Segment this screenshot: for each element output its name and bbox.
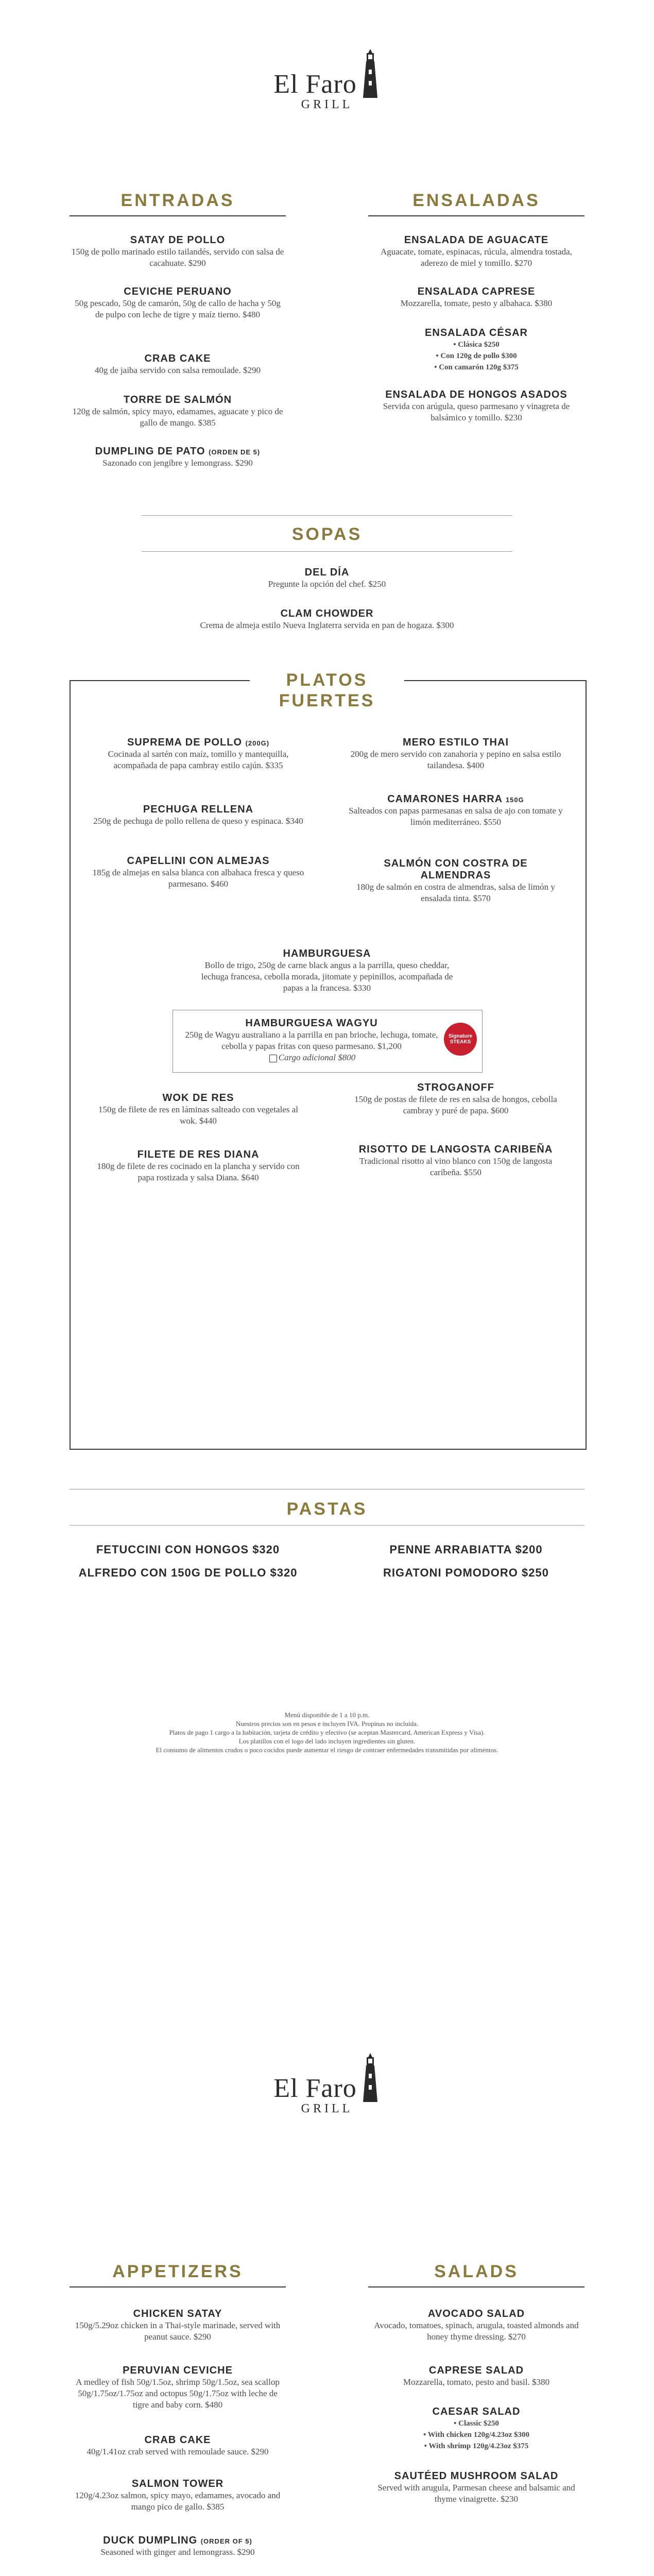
footer-line: Platos de pago 1 cargo a la habitación, tarjeta de crédito y efectivo (se aceptan Mastercard, American Express y Visa).	[169, 1728, 485, 1736]
english-menu	[0, 1958, 654, 2576]
menu-item	[70, 2434, 286, 2458]
item-desc: Crema de almeja estilo Nueva Inglaterra servida en pan de hogaza. $300	[200, 620, 454, 630]
item-name	[90, 737, 306, 749]
item-name: TORRE DE SALMÓN	[123, 394, 232, 405]
item-desc: 250g de Wagyu australiano a la parrilla en pan brioche, lechuga, tomate, cebolla y papas fritas con queso parmesano. $1,200	[185, 1030, 438, 1051]
menu-item	[70, 234, 286, 269]
item-name: ENSALADA DE HONGOS ASADOS	[385, 389, 567, 400]
item-desc: Served with arugula, Parmesan cheese and balsamic and thyme vinaigrette. $230	[377, 2483, 575, 2504]
item-name: DEL DÍA	[304, 567, 350, 578]
item-name: CHICKEN SATAY	[133, 2308, 222, 2319]
menu-item	[70, 2308, 286, 2343]
item-tag: (ORDER OF 5)	[200, 2537, 252, 2545]
section-title-entradas: ENTRADAS	[121, 191, 235, 210]
menu-item	[368, 2470, 584, 2505]
item-desc: 185g de almejas en salsa blanca con albahaca fresca y queso parmesano. $460	[92, 868, 304, 889]
item-tag: 150G	[505, 796, 524, 804]
item-name: SAUTÉED MUSHROOM SALAD	[394, 2470, 559, 2482]
footer-line: Menú disponible de 1 a 10 p.m.	[284, 1711, 370, 1719]
featured-item	[183, 1018, 440, 1063]
item-desc: Seasoned with ginger and lemongrass. $290	[100, 2547, 255, 2557]
item-extra-text: Cargo adicional $800	[278, 1053, 356, 1062]
lighthouse-icon	[360, 49, 381, 98]
item-desc: Mozzarella, tomato, pesto and basil. $380	[403, 2377, 550, 2387]
item-name: HAMBURGUESA	[283, 948, 371, 959]
item-desc: 120g/4.23oz salmon, spicy mayo, edamames, avocado and mango pico de gallo. $385	[75, 2490, 281, 2512]
section-rule	[70, 2286, 286, 2287]
item-name: SALMON TOWER	[131, 2478, 224, 2489]
item-name: STROGANOFF	[417, 1082, 494, 1093]
section-rule	[368, 2286, 584, 2287]
item-name: CAESAR SALAD	[432, 2406, 521, 2417]
menu-item	[348, 793, 564, 828]
item-name: PERUVIAN CEVICHE	[123, 2365, 233, 2376]
menu-item	[198, 608, 456, 631]
menu-item	[368, 2406, 584, 2452]
menu-item	[368, 286, 584, 309]
item-option: • Con camarón 120g $375	[434, 363, 519, 371]
item-desc: 180g de filete de res cocinado en la plancha y servido con papa rostizada y salsa Diana. $640	[97, 1161, 300, 1182]
signature-steaks-badge: Signature STEAKS	[444, 1023, 477, 1056]
item-desc: Mozzarella, tomate, pesto y albahaca. $380	[400, 298, 553, 308]
item-desc: Avocado, tomatoes, spinach, arugula, toasted almonds and honey thyme dressing. $270	[374, 2320, 579, 2342]
pasta-item: RIGATONI POMODORO $250	[383, 1566, 549, 1579]
section-title-appetizers: APPETIZERS	[112, 2262, 243, 2281]
item-name: ENSALADA CÉSAR	[425, 327, 528, 338]
item-name: RISOTTO DE LANGOSTA CARIBEÑA	[358, 1144, 553, 1155]
menu-item	[348, 1082, 564, 1116]
footer-line: Nuestros precios son en pesos e incluyen IVA. Propinas no incluida.	[235, 1720, 419, 1727]
item-desc: A medley of fish 50g/1.5oz, shrimp 50g/1.5oz, sea scallop 50g/1.75oz/1.75oz and octopus 50g/1.75oz with leche de tigre and baby corn. $480	[76, 2377, 280, 2410]
menu-item	[90, 855, 306, 890]
menu-item	[368, 2365, 584, 2388]
item-desc: Cocinada al sartén con maíz, tomillo y mantequilla, acompañada de papa cambray estilo cajún. $335	[108, 749, 289, 770]
item-name	[70, 2535, 286, 2547]
menu-item	[70, 2365, 286, 2411]
section-title-platos: PLATOS FUERTES	[250, 670, 404, 711]
item-name: ENSALADA DE AGUACATE	[404, 234, 549, 246]
logo-sub-text: GRILL	[301, 2102, 353, 2115]
menu-item	[368, 327, 584, 373]
item-name: CRAB CAKE	[144, 353, 211, 364]
menu-item	[348, 1144, 564, 1178]
item-name: SATAY DE POLLO	[130, 234, 226, 246]
footer-line: Los platillos con el logo del lado incluyen ingredientes sin gluten.	[238, 1737, 416, 1745]
menu-item	[70, 446, 286, 469]
logo-main-text: El Faro	[273, 70, 357, 99]
section-title-ensaladas: ENSALADAS	[412, 191, 540, 210]
item-name-text: DUCK DUMPLING	[103, 2535, 198, 2546]
item-name: HAMBURGUESA WAGYU	[245, 1018, 378, 1029]
item-name-text: CAMARONES HARRA	[387, 793, 503, 805]
footer-line: El consumo de alimentos crudos o poco cocidos puede aumentar el riesgo de contraer enfermedades transmitidas por alimentos.	[156, 1746, 498, 1754]
logo	[0, 2053, 654, 2116]
item-name: CAPELLINI CON ALMEJAS	[127, 855, 270, 867]
menu-item	[70, 394, 286, 429]
item-desc: Tradicional risotto al vino blanco con 150g de langosta caribeña. $550	[359, 1156, 553, 1177]
item-desc: 150g de filete de res en láminas salteado con vegetales al wok. $440	[98, 1105, 298, 1126]
item-desc: Pregunte la opción del chef. $250	[268, 579, 386, 589]
menu-item	[368, 234, 584, 269]
item-name: CEVICHE PERUANO	[124, 286, 232, 297]
item-name	[70, 446, 286, 457]
menu-item	[173, 567, 481, 590]
item-desc: 180g de salmón en costra de almendras, salsa de limón y ensalada tinta. $570	[356, 882, 555, 903]
item-desc: 200g de mero servido con zanahoria y pepino en salsa estilo tailandesa. $400	[350, 749, 561, 770]
item-desc: Bollo de trigo, 250g de carne black angus a la parrilla, queso cheddar, lechuga francesa, cebolla morada, jitomate y pepinillos, acompañada de papas a la francesa. $330	[201, 960, 453, 993]
item-desc: Sazonado con jengibre y lemongrass. $290	[102, 458, 253, 468]
logo-main-text: El Faro	[273, 2074, 357, 2103]
item-desc: 150g de pollo marinado estilo tailandés, servido con salsa de cacahuate. $290	[71, 247, 284, 268]
item-name: WOK DE RES	[162, 1092, 234, 1104]
menu-item	[368, 2308, 584, 2343]
item-option: • Clásica $250	[453, 341, 500, 349]
item-option: • With shrimp 120g/4.23oz $375	[424, 2442, 529, 2450]
item-name: CRAB CAKE	[144, 2434, 211, 2446]
lighthouse-icon	[360, 2053, 381, 2102]
item-name	[348, 793, 564, 805]
section-title-sopas: SOPAS	[291, 524, 363, 544]
menu-item	[198, 948, 456, 994]
menu-item	[70, 353, 286, 376]
item-name: SALMÓN CON COSTRA DE ALMENDRAS	[384, 858, 528, 881]
item-name: PECHUGA RELLENA	[143, 804, 254, 815]
menu-item	[368, 389, 584, 423]
menu-item	[70, 2535, 286, 2558]
item-name: ENSALADA CAPRESE	[417, 286, 536, 297]
item-desc: 50g pescado, 50g de camarón, 50g de callo de hacha y 50g de pulpo con leche de tigre y maíz tierno. $480	[75, 298, 281, 319]
item-name: CAPRESE SALAD	[428, 2365, 524, 2376]
section-rule	[142, 551, 512, 552]
item-desc: Aguacate, tomate, espinacas, rúcula, almendra tostada, aderezo de miel y tomillo. $270	[381, 247, 572, 268]
item-name: CLAM CHOWDER	[280, 608, 374, 619]
section-rule	[70, 215, 286, 216]
section-rule	[142, 515, 512, 516]
logo-sub-text: GRILL	[301, 98, 353, 111]
item-desc: 40g de jaiba servido con salsa remoulade. $290	[95, 365, 261, 375]
item-desc: 120g de salmón, spicy mayo, edamames, aguacate y pico de gallo de mango. $385	[72, 406, 283, 428]
menu-item	[90, 1149, 306, 1183]
section-rule	[70, 1525, 584, 1526]
item-desc: 150g de postas de filete de res en salsa de hongos, cebolla cambray y puré de papa. $600	[354, 1094, 557, 1115]
section-title-salads: SALADS	[434, 2262, 519, 2281]
menu-item	[348, 737, 564, 771]
menu-item	[90, 804, 306, 827]
leaf-icon	[269, 1055, 277, 1062]
pasta-item: FETUCCINI CON HONGOS $320	[96, 1543, 280, 1556]
section-rule	[368, 215, 584, 216]
item-name: MERO ESTILO THAI	[403, 737, 509, 748]
pasta-item: PENNE ARRABIATTA $200	[389, 1543, 543, 1556]
menu-item	[70, 286, 286, 320]
item-name-text: DUMPLING DE PATO	[95, 446, 205, 457]
section-title-pastas: PASTAS	[286, 1499, 368, 1519]
item-tag: (ORDEN DE 5)	[209, 448, 261, 456]
item-desc: Servida con arúgula, queso parmesano y vinagreta de balsámico y tomillo. $230	[383, 401, 570, 422]
item-desc: 150g/5.29oz chicken in a Thai-style marinade, served with peanut sauce. $290	[75, 2320, 281, 2342]
footer-notes	[70, 1710, 584, 1754]
item-option: • Con 120g de pollo $300	[436, 352, 517, 360]
item-desc: 250g de pechuga de pollo rellena de queso y espinaca. $340	[93, 816, 303, 826]
logo	[0, 49, 654, 112]
item-desc: 40g/1.41oz crab served with remoulade sauce. $290	[87, 2447, 269, 2456]
item-name: AVOCADO SALAD	[427, 2308, 525, 2319]
item-option: • Classic $250	[454, 2419, 499, 2428]
item-name-text: SUPREMA DE POLLO	[127, 737, 243, 748]
pasta-item: ALFREDO CON 150G DE POLLO $320	[78, 1566, 298, 1579]
item-extra	[183, 1052, 440, 1063]
item-desc: Salteados con papas parmesanas en salsa de ajo con tomate y limón mediterráneo. $550	[349, 806, 563, 827]
menu-item	[90, 737, 306, 771]
menu-item	[70, 2478, 286, 2513]
menu-item	[90, 1092, 306, 1127]
item-option: • With chicken 120g/4.23oz $300	[423, 2431, 529, 2439]
item-tag: (200G)	[245, 739, 270, 747]
menu-item	[348, 858, 564, 904]
item-name: FILETE DE RES DIANA	[137, 1149, 260, 1160]
